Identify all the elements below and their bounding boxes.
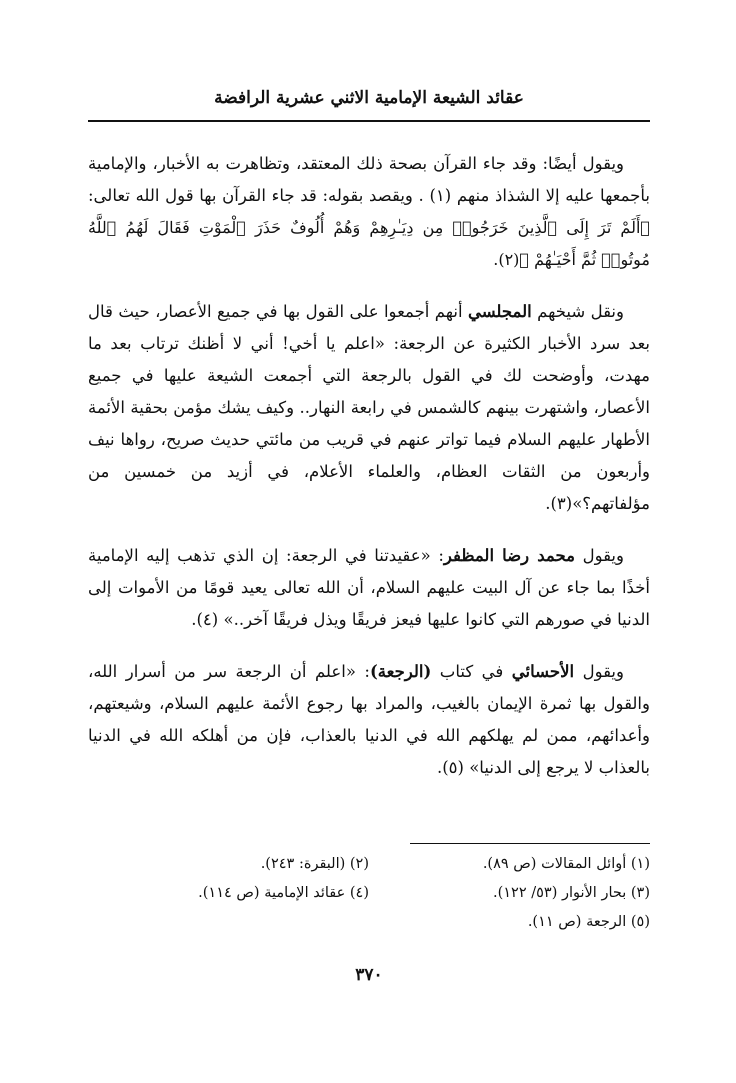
paragraph-2-text: أنهم أجمعوا على القول بها في جميع الأعصار، حيث قال بعد سرد الأخبار الكثيرة عن الرجعة: «اعلم يا أخي! أني لا أظنك ترتاب بعد ما مهدت، وأوضحت لك في القول بالرجعة التي أجمعت الشيعة عليها في جميع الأعصار، واشتهرت بينهم كالشمس في رابعة النهار.. وكيف يشك مؤمن بحقية الأئمة الأطهار عليهم السلام فيما تواتر عنهم في قريب من مائتي حديث صريح، رواها نيف وأربعون من الثقات العظام، والعلماء الأعلام، في أزيد من خمسين من مؤلفاتهم؟»(٣). — [88, 302, 650, 513]
paragraph-1-text: ويقول أيضًا: وقد جاء القرآن بصحة ذلك المعتقد، وتظاهرت به الأخبار، والإمامية بأجمعها عليه إلا الشذاذ منهم (١) . ويقصد بقوله: قد جاء القرآن بها قول الله تعالى: — [88, 154, 650, 205]
footnote-row — [88, 908, 650, 937]
footnote-5: (٥) الرجعة (ص ١١). — [527, 914, 650, 930]
paragraph-4-lead: ويقول — [582, 662, 624, 681]
footnote-3: (٣) بحار الأنوار (٥٣/ ١٢٢). — [492, 885, 650, 901]
footnote-1: (١) أوائل المقالات (ص ٨٩). — [482, 856, 650, 872]
paragraph-4-text: : «اعلم أن الرجعة سر من أسرار الله، والقول بها ثمرة الإيمان بالغيب، والمراد بها رجوع الأئمة عليهم السلام، وشيعتهم، وأعدائهم، ممن لم يهلكهم الله في الدنيا بالعذاب، فإن من أهلكه الله في الدنيا بالعذاب لا يرجع إلى الدنيا» (٥). — [88, 662, 650, 777]
paragraph-3-lead: ويقول — [582, 546, 624, 565]
header-divider — [88, 120, 650, 122]
paragraph-4-mid: في كتاب — [439, 662, 504, 681]
paragraph-2 — [88, 296, 650, 520]
footnote-row — [88, 879, 650, 908]
author-name-ahsaei: الأحسائي — [511, 662, 575, 681]
page-number: ٣٧٠ — [355, 965, 383, 985]
paragraph-2-lead: ونقل شيخهم — [537, 302, 624, 321]
footnote-row — [88, 850, 650, 879]
footnote-2: (٢) (البقرة: ٢٤٣). — [260, 856, 369, 872]
footnote-divider — [410, 843, 650, 844]
book-title: (الرجعة) — [369, 662, 432, 681]
quran-verse: ﴿أَلَمْ تَرَ إِلَى ٱلَّذِينَ خَرَجُوا۟ مِن دِيَـٰرِهِمْ وَهُمْ أُلُوفٌ حَذَرَ ٱلْمَوْتِ فَقَالَ لَهُمُ ٱللَّهُ مُوتُوا۟ ثُمَّ أَحْيَـٰهُمْ ﴾(٢). — [88, 218, 651, 269]
paragraph-3 — [88, 540, 650, 636]
running-header: عقائد الشيعة الإمامية الاثني عشرية الرافضة — [214, 88, 524, 108]
main-text — [88, 148, 650, 804]
author-name-muzaffar: محمد رضا المظفر — [443, 546, 575, 565]
footnote-4: (٤) عقائد الإمامية (ص ١١٤). — [198, 885, 369, 901]
author-name-majlisi: المجلسي — [467, 302, 532, 321]
paragraph-4 — [88, 656, 650, 784]
paragraph-3-text: : «عقيدتنا في الرجعة: إن الذي تذهب إليه الإمامية أخذًا بما جاء عن آل البيت عليهم السلام، أن الله تعالى يعيد قومًا من الأموات إلى الدنيا في صورهم التي كانوا عليها فيعز فريقًا ويذل فريقًا آخر..» (٤). — [88, 546, 650, 629]
footnotes — [88, 850, 650, 937]
paragraph-1 — [88, 148, 650, 276]
